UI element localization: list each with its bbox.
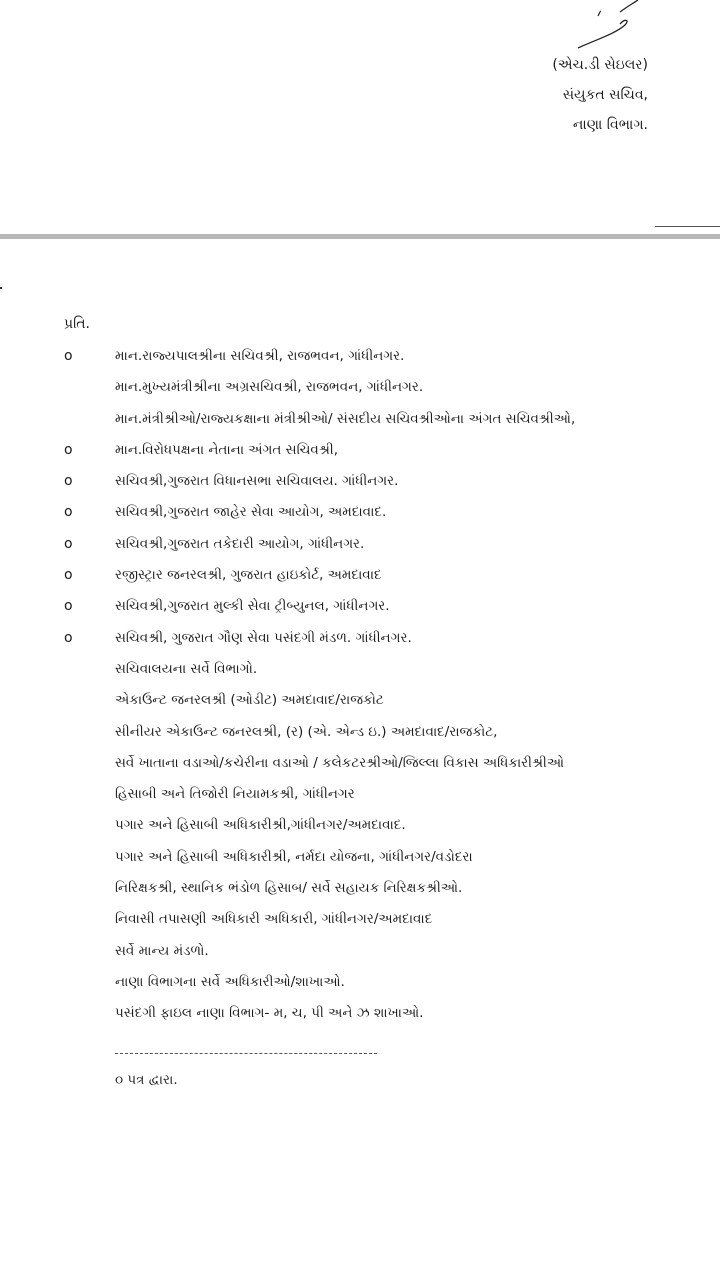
recipient-text: નિવાસી તપાસણી અધિકારી અધિકારી, ગાંધીનગર/અમદાવાદ <box>115 911 433 928</box>
list-item <box>0 404 720 435</box>
bullet-icon: o <box>64 504 73 521</box>
list-item <box>0 810 720 841</box>
list-item <box>0 654 720 685</box>
list-item <box>0 685 720 716</box>
signatory-name: (એચ.ડી સેઇલર) <box>552 57 648 73</box>
recipient-text: નિરિક્ષકશ્રી, સ્થાનિક ભંડોળ હિસાબ/ સર્વે સહાયક નિરિક્ષકશ્રીઓ. <box>115 880 463 897</box>
recipient-text: સચિવાલયના સર્વે વિભાગો. <box>115 660 258 677</box>
signatory-designation: સંયુકત સચિવ, <box>562 87 648 103</box>
recipient-text: સચિવશ્રી, ગુજરાત ગૌણ સેવા પસંદગી મંડળ. ગાંધીનગર. <box>115 629 412 646</box>
recipient-text: સચિવશ્રી,ગુજરાત તકેદારી આયોગ, ગાંધીનગર. <box>115 535 365 552</box>
list-item <box>0 497 720 528</box>
address-heading: પ્રતિ. <box>64 316 90 332</box>
recipient-text: સીનીયર એકાઉન્ટ જનરલશ્રી, (ર) (એ. એન્ડ ઇ.) અમદાવાદ/રાજકોટ, <box>115 723 498 740</box>
recipient-text: પસંદગી ફાઇલ નાણા વિભાગ- મ, ચ, પી અને ઝ શાખાઓ. <box>115 1005 424 1022</box>
recipient-text: માન.વિરોધપક્ષના નેતાના અંગત સચિવશ્રી, <box>115 441 338 458</box>
list-item <box>0 529 720 560</box>
recipient-text: હિસાબી અને તિજોરી નિયામકશ્રી, ગાંધીનગર <box>115 786 355 803</box>
page-separator <box>0 234 720 239</box>
list-item <box>0 998 720 1029</box>
signatory-department: નાણા વિભાગ. <box>572 117 648 133</box>
list-item <box>0 372 720 403</box>
list-item <box>0 591 720 622</box>
list-item <box>0 623 720 654</box>
recipient-text: સર્વે ખાતાના વડાઓ/કચેરીના વડાઓ / કલેકટરશ્રીઓ/જિલ્લા વિકાસ અધિકારીશ્રીઓ <box>115 754 565 771</box>
list-item <box>0 435 720 466</box>
recipient-text: સર્વે માન્ય મંડળો. <box>115 942 209 959</box>
recipient-text: માન.મંત્રીશ્રીઓ/રાજ્યકક્ષાના મંત્રીશ્રીઓ/ સંસદીય સચિવશ્રીઓના અંગત સચિવશ્રીઓ, <box>115 410 576 427</box>
recipient-text: માન.મુખ્યમંત્રીશ્રીના અગ્રસચિવશ્રી, રાજભવન, ગાંધીનગર. <box>115 379 424 396</box>
recipient-list <box>0 341 720 1030</box>
bullet-icon: o <box>64 473 73 490</box>
recipient-text: એકાઉન્ટ જનરલશ્રી (ઓડીટ) અમદાવાદ/રાજકોટ <box>115 692 384 709</box>
recipient-text: માન.રાજ્યપાલશ્રીના સચિવશ્રી, રાજભવન, ગાંધીનગર. <box>115 348 405 364</box>
list-item <box>0 560 720 591</box>
list-item <box>0 904 720 935</box>
recipient-text: સચિવશ્રી,ગુજરાત વિધાનસભા સચિવાલય. ગાંધીનગર. <box>115 473 399 490</box>
recipient-text: પગાર અને હિસાબી અધિકારીશ્રી, નર્મદા યોજના, ગાંધીનગર/વડોદરા <box>115 848 473 865</box>
recipient-text: પગાર અને હિસાબી અધિકારીશ્રી,ગાંધીનગર/અમદાવાદ. <box>115 817 406 834</box>
recipient-text: સચિવશ્રી,ગુજરાત જાહેર સેવા આયોગ, અમદાવાદ. <box>115 504 387 521</box>
footnote: ૦ પત્ર દ્વારા. <box>115 1072 178 1088</box>
list-item <box>0 967 720 998</box>
recipient-text: સચિવશ્રી,ગુજરાત મુલ્કી સેવા ટ્રીબ્યુનલ, ગાંધીનગર. <box>115 598 390 615</box>
list-item <box>0 873 720 904</box>
list-item <box>0 341 720 372</box>
bullet-icon: o <box>64 535 73 552</box>
list-item <box>0 466 720 497</box>
signatory-block <box>552 50 648 140</box>
bullet-icon: o <box>64 598 73 615</box>
bullet-icon: o <box>64 441 73 458</box>
recipient-text: નાણા વિભાગના સર્વે અધિકારીઓ/શાખાઓ. <box>115 973 345 990</box>
bullet-icon: o <box>64 629 73 646</box>
edge-mark <box>0 287 2 289</box>
recipient-text: રજીસ્ટ્રાર જનરલશ્રી, ગુજરાત હાઇકોર્ટ, અમદાવાદ <box>115 567 382 584</box>
bullet-icon: o <box>64 348 73 364</box>
list-item <box>0 842 720 873</box>
list-item <box>0 936 720 967</box>
list-item <box>0 748 720 779</box>
list-item <box>0 779 720 810</box>
list-item <box>0 717 720 748</box>
signature-underline <box>655 226 720 227</box>
bullet-icon: o <box>64 567 73 584</box>
dashed-divider <box>115 1053 377 1054</box>
